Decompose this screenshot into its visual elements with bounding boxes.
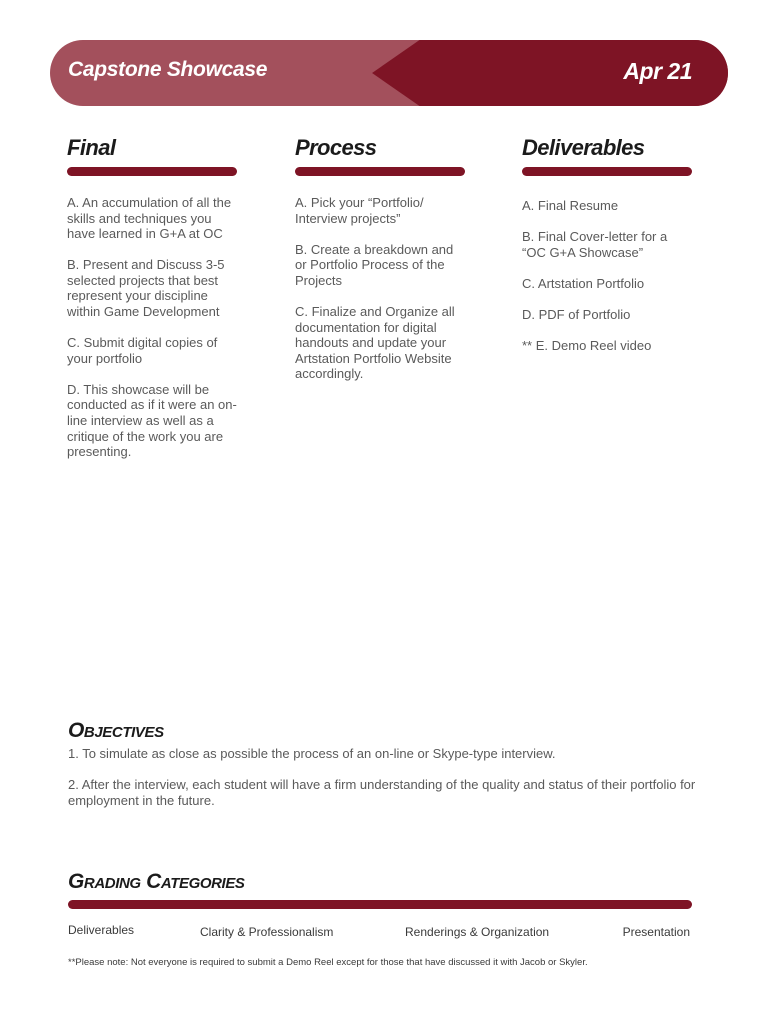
grading-category: Deliverables [68, 923, 135, 937]
list-item: A. Pick your “Portfolio/ Interview projects” [295, 195, 424, 226]
list-item: A. Final Resume [522, 198, 619, 213]
objectives-list [68, 746, 698, 808]
list-item: D. This showcase will be conducted as if it were an on-line interview as well as a critique of the work you are presenting. [67, 381, 237, 460]
header-banner [50, 40, 728, 106]
column-divider-bar [67, 167, 237, 176]
objectives-heading: Objectives [68, 719, 164, 742]
objective-item: 2. After the interview, each student will have a firm understanding of the quality and status of their portfolio for employment in the future. [68, 777, 696, 808]
column-final [67, 133, 239, 475]
column-heading-deliverables: Deliverables [522, 135, 645, 160]
grading-divider-bar [68, 900, 692, 909]
grading-section [68, 869, 692, 937]
grading-category: Renderings & Organization [405, 925, 550, 939]
column-heading-process: Process [295, 135, 377, 160]
deliverables-list [522, 198, 694, 354]
list-item: A. An accumulation of all the skills and techniques you have learned in G+A at OC [67, 195, 232, 242]
objective-item: 1. To simulate as close as possible the process of an on-line or Skype-type interview. [68, 746, 556, 761]
grading-category: Clarity & Professionalism [200, 925, 334, 939]
footnote: **Please note: Not everyone is required to submit a Demo Reel except for those that have discussed it with Jacob or Skyler. [68, 957, 588, 968]
objectives-section [68, 718, 698, 824]
date-label: Apr 21 [623, 58, 692, 84]
list-item: ** E. Demo Reel video [522, 337, 652, 353]
column-deliverables [522, 133, 694, 369]
list-item: C. Artstation Portfolio [522, 275, 645, 291]
grading-heading: Grading Categories [68, 870, 245, 893]
list-item: B. Present and Discuss 3-5 selected projects that best represent your discipline within Game Development [67, 257, 225, 320]
list-item: B. Create a breakdown and or Portfolio Process of the Projects [295, 241, 454, 288]
process-list [295, 195, 467, 382]
list-item: C. Finalize and Organize all documentation for digital handouts and update your Artstation Portfolio Website accordingly. [295, 303, 455, 382]
page-title: Capstone Showcase [68, 58, 268, 81]
grading-categories-row [68, 909, 692, 937]
list-item: D. PDF of Portfolio [522, 306, 631, 322]
list-item: B. Final Cover-letter for a “OC G+A Showcase” [522, 229, 668, 260]
grading-category: Presentation [622, 925, 690, 939]
column-process [295, 133, 467, 397]
column-divider-bar [295, 167, 465, 176]
column-heading-final: Final [67, 135, 116, 160]
list-item: C. Submit digital copies of your portfolio [67, 335, 218, 366]
final-list [67, 195, 239, 460]
column-divider-bar [522, 167, 692, 176]
